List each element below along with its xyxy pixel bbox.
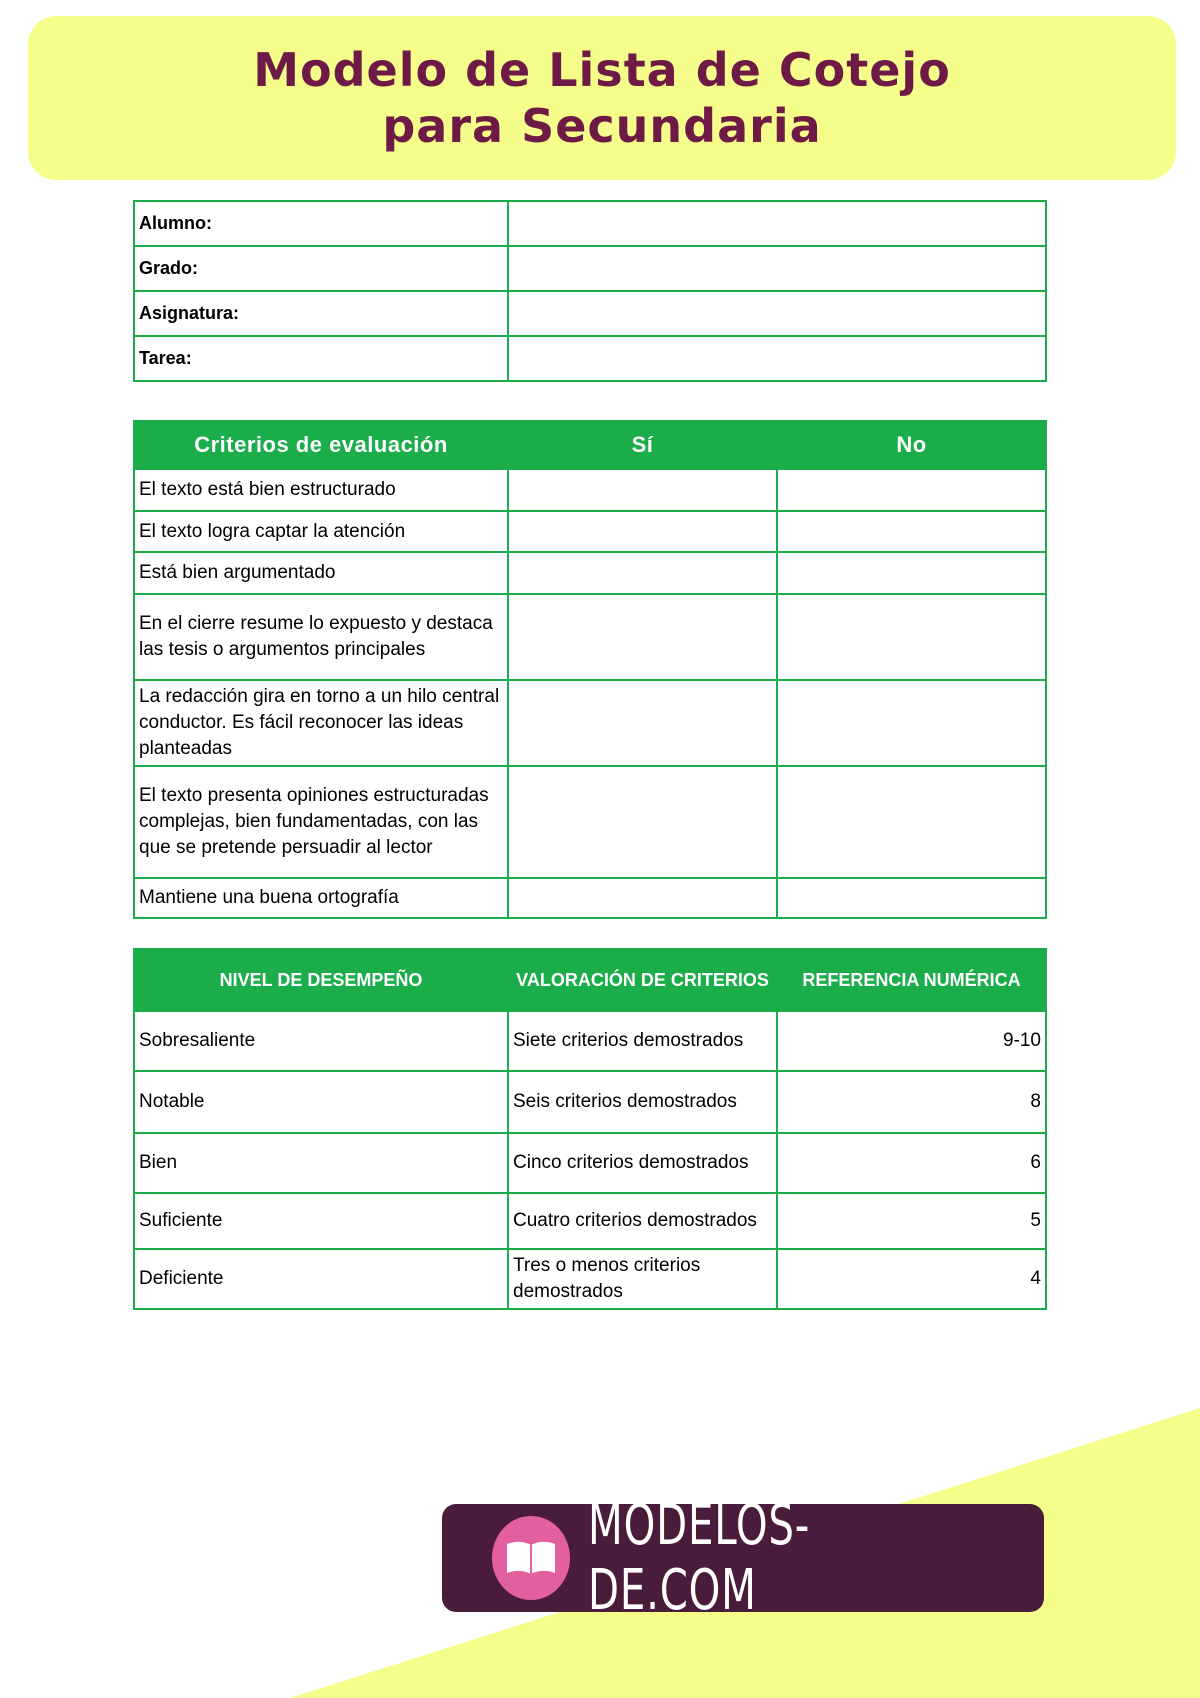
criteria-row (134, 878, 1046, 918)
level-valuation: Tres o menos criterios demostrados (508, 1249, 777, 1309)
criteria-row (134, 552, 1046, 594)
criterion-text: El texto presenta opiniones estructuradas complejas, bien fundamentadas, con las que se pretende persuadir al lector (134, 766, 508, 878)
student-value-asignatura[interactable] (508, 291, 1046, 336)
student-value-tarea[interactable] (508, 336, 1046, 381)
level-row (134, 1071, 1046, 1133)
criterion-no-cell[interactable] (777, 511, 1046, 552)
level-name: Suficiente (134, 1193, 508, 1249)
criteria-row (134, 469, 1046, 511)
student-row-asignatura (134, 291, 1046, 336)
student-label-grado: Grado: (134, 246, 508, 291)
performance-level-table (133, 948, 1047, 1310)
criteria-header-yes: Sí (508, 421, 777, 469)
criteria-row (134, 680, 1046, 766)
criterion-no-cell[interactable] (777, 766, 1046, 878)
student-value-grado[interactable] (508, 246, 1046, 291)
criterion-yes-cell[interactable] (508, 766, 777, 878)
level-name: Notable (134, 1071, 508, 1133)
criteria-row (134, 766, 1046, 878)
brand-logo[interactable] (442, 1493, 1044, 1623)
student-label-alumno: Alumno: (134, 201, 508, 246)
level-valuation: Cinco criterios demostrados (508, 1133, 777, 1193)
brand-logo-text: MODELOS-DE.COM (588, 1493, 811, 1623)
criterion-yes-cell[interactable] (508, 594, 777, 680)
level-row (134, 1133, 1046, 1193)
level-header-reference: REFERENCIA NUMÉRICA (777, 949, 1046, 1011)
criterion-yes-cell[interactable] (508, 680, 777, 766)
criteria-header-no: No (777, 421, 1046, 469)
criterion-yes-cell[interactable] (508, 469, 777, 511)
level-header-row (134, 949, 1046, 1011)
criterion-yes-cell[interactable] (508, 878, 777, 918)
criterion-text: El texto está bien estructurado (134, 469, 508, 511)
level-reference: 9-10 (777, 1011, 1046, 1071)
level-name: Sobresaliente (134, 1011, 508, 1071)
title-banner (28, 16, 1176, 180)
level-reference: 6 (777, 1133, 1046, 1193)
open-book-icon (492, 1516, 570, 1600)
criterion-text: Mantiene una buena ortografía (134, 878, 508, 918)
student-row-grado (134, 246, 1046, 291)
student-value-alumno[interactable] (508, 201, 1046, 246)
criterion-text: En el cierre resume lo expuesto y destaca las tesis o argumentos principales (134, 594, 508, 680)
student-row-tarea (134, 336, 1046, 381)
criteria-row (134, 594, 1046, 680)
criterion-no-cell[interactable] (777, 594, 1046, 680)
criterion-no-cell[interactable] (777, 552, 1046, 594)
level-row (134, 1193, 1046, 1249)
level-reference: 5 (777, 1193, 1046, 1249)
student-info-table (133, 200, 1047, 382)
student-row-alumno (134, 201, 1046, 246)
level-valuation: Cuatro criterios demostrados (508, 1193, 777, 1249)
level-valuation: Siete criterios demostrados (508, 1011, 777, 1071)
level-row (134, 1249, 1046, 1309)
criterion-text: El texto logra captar la atención (134, 511, 508, 552)
page-title-line-1: Modelo de Lista de Cotejo (253, 43, 951, 97)
level-row (134, 1011, 1046, 1071)
criterion-no-cell[interactable] (777, 878, 1046, 918)
student-label-tarea: Tarea: (134, 336, 508, 381)
criteria-row (134, 511, 1046, 552)
criteria-header-criterion: Criterios de evaluación (134, 421, 508, 469)
level-reference: 4 (777, 1249, 1046, 1309)
criteria-header-row (134, 421, 1046, 469)
level-header-valuation: VALORACIÓN DE CRITERIOS (508, 949, 777, 1011)
criterion-text: La redacción gira en torno a un hilo central conductor. Es fácil reconocer las ideas planteadas (134, 680, 508, 766)
level-name: Bien (134, 1133, 508, 1193)
level-header-level: NIVEL DE DESEMPEÑO (134, 949, 508, 1011)
criterion-yes-cell[interactable] (508, 552, 777, 594)
criterion-no-cell[interactable] (777, 469, 1046, 511)
criteria-table (133, 420, 1047, 919)
page-title-line-2: para Secundaria (382, 99, 822, 153)
level-reference: 8 (777, 1071, 1046, 1133)
criterion-text: Está bien argumentado (134, 552, 508, 594)
level-valuation: Seis criterios demostrados (508, 1071, 777, 1133)
criterion-yes-cell[interactable] (508, 511, 777, 552)
criterion-no-cell[interactable] (777, 680, 1046, 766)
level-name: Deficiente (134, 1249, 508, 1309)
student-label-asignatura: Asignatura: (134, 291, 508, 336)
